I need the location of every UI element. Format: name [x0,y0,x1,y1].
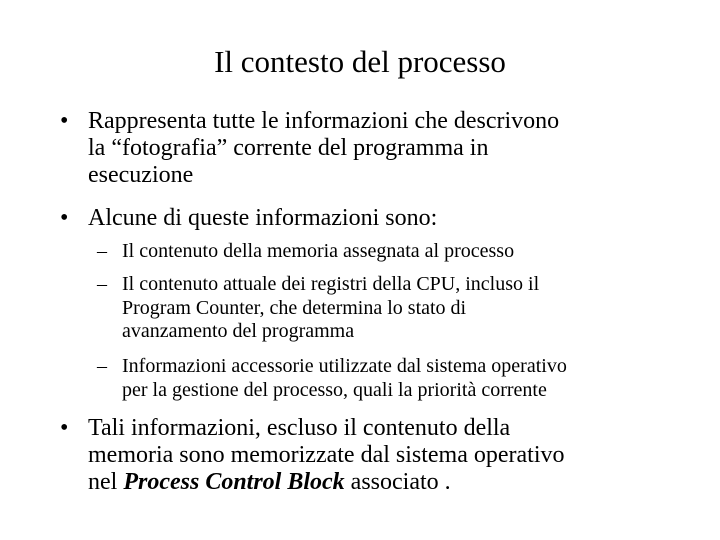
sub-bullet-text [122,273,539,344]
sub-bullet-text [122,240,514,264]
sub-bullet-text [122,355,567,402]
bullet-text [88,205,437,232]
slide-title: Il contesto del processo [214,44,506,79]
line-prefix: nel [88,469,124,495]
sub-bullet-line: Program Counter, che determina lo stato di [122,296,467,319]
bullet-marker: • [60,108,69,134]
bullet-line: Rappresenta tutte le informazioni che descrivono [88,108,560,134]
bullet-line: esecuzione [88,162,194,188]
sub-bullet-line: Il contenuto della memoria assegnata al processo [122,240,515,262]
sub-bullet-marker: – [97,273,107,295]
bullet-line-with-emphasis [88,469,565,496]
bullet-line: Tali informazioni, escluso il contenuto della [88,415,511,441]
sub-bullet-line: per la gestione del processo, quali la priorità corrente [122,378,547,401]
sub-bullet-marker: – [97,240,107,262]
bullet-marker: • [60,205,69,231]
bullet-text [88,415,565,496]
bullet-line: memoria sono memorizzate dal sistema operativo [88,442,565,468]
sub-bullet-line: Informazioni accessorie utilizzate dal sistema operativo [122,355,567,377]
bullet-line: la “fotografia” corrente del programma in [88,135,489,161]
sub-bullet-line: avanzamento del programma [122,320,355,342]
bullet-text [88,108,559,189]
bullet-line: Alcune di queste informazioni sono: [88,205,438,231]
line-suffix: associato . [344,469,451,495]
sub-bullet-line: Il contenuto attuale dei registri della CPU, incluso il [122,273,540,295]
sub-bullet-marker: – [97,355,107,377]
bullet-marker: • [60,415,69,441]
process-control-block-term: Process Control Block [123,469,345,495]
